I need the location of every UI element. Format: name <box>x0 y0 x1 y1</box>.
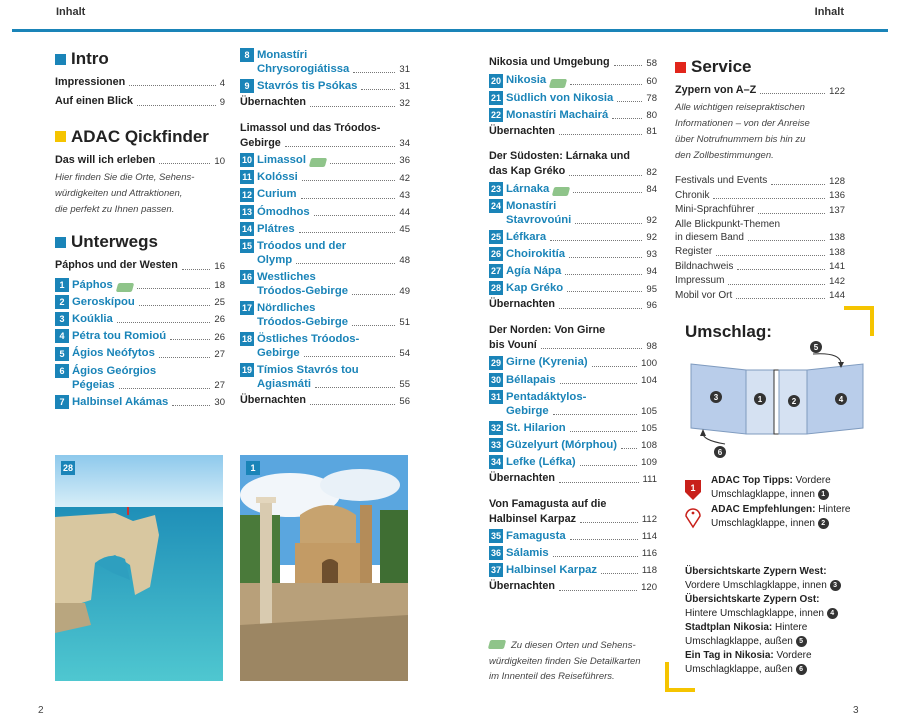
toc-entry[interactable]: Mobil vor Ort 144 <box>675 289 845 302</box>
toc-entry[interactable]: Impressionen 4 <box>55 76 225 89</box>
header-left: Inhalt <box>56 6 86 18</box>
svg-text:1: 1 <box>757 395 763 404</box>
svg-text:3: 3 <box>713 393 719 402</box>
svg-text:1: 1 <box>690 483 696 493</box>
toc-entry[interactable]: Bildnachweis 141 <box>675 260 845 273</box>
toc-region[interactable]: Der Norden: Von Girne bis Vouní 98 <box>489 323 657 352</box>
toc-entry[interactable]: Übernachten 56 <box>240 394 410 407</box>
toc-entry[interactable]: 18 Östliches Tróodos- Gebirge 54 <box>241 333 410 360</box>
toc-entry[interactable]: 12 Curium 43 <box>241 188 410 201</box>
toc-entry[interactable]: Übernachten 120 <box>489 580 657 593</box>
service-list <box>675 175 845 302</box>
toc-entry[interactable]: 35 Famagusta 114 <box>490 530 657 543</box>
top-tipp-marker-icon <box>683 476 703 502</box>
toc-entry[interactable]: 11 Kolóssi 42 <box>240 170 410 184</box>
toc-entry[interactable]: 34 Lefke (Léfka) 109 <box>490 455 657 469</box>
svg-text:5: 5 <box>813 343 819 352</box>
umschlag-title: Umschlag: <box>685 322 772 341</box>
column-2 <box>240 48 410 411</box>
toc-entry[interactable]: Chronik 136 <box>675 189 845 202</box>
toc-entry[interactable]: Übernachten 32 <box>240 96 410 109</box>
toc-entry[interactable]: 14 Plátres 45 <box>241 222 410 235</box>
page-number-left: 2 <box>38 705 44 716</box>
legend-top-tipps: 1 ADAC Top Tipps: Vordere Umschlagklappe, innen 1 <box>683 474 873 502</box>
cover-marker-5 <box>810 341 822 353</box>
cover-marker-2 <box>788 395 800 407</box>
toc-entry[interactable]: 29 Girne (Kyrenia) 100 <box>490 356 657 369</box>
recommendation-pin-icon <box>683 505 703 529</box>
toc-region[interactable]: Limassol und das Tróodos- Gebirge 34 <box>240 121 410 150</box>
maps-legend <box>685 565 875 677</box>
toc-entry[interactable]: 5 Ágios Neófytos 27 <box>55 346 225 360</box>
toc-entry[interactable]: 20 Nikosia 60 <box>490 74 657 87</box>
toc-entry[interactable]: Festivals und Events 128 <box>675 175 845 187</box>
toc-entry[interactable]: 25 Léfkara 92 <box>490 231 657 244</box>
toc-entry[interactable]: 4 Pétra tou Romioú 26 <box>55 329 225 343</box>
toc-region[interactable]: Von Famagusta auf die Halbinsel Karpaz 112 <box>489 497 657 526</box>
toc-entry[interactable]: 22 Monastíri Machairá 80 <box>490 108 657 121</box>
detail-map-icon <box>116 283 134 292</box>
toc-entry[interactable]: Übernachten 81 <box>489 124 657 138</box>
photo-badge: 1 <box>246 461 260 475</box>
map-entry[interactable]: Übersichtskarte Zypern Ost: Hintere Umschlagklappe, innen 4 <box>685 593 875 621</box>
map-entry[interactable]: Ein Tag in Nikosia: Vordere Umschlagklappe, außen 6 <box>685 650 812 675</box>
toc-entry[interactable]: 19 Tímios Stavrós tou Agiasmáti 55 <box>241 364 410 391</box>
map-entry[interactable]: Stadtplan Nikosia: Hintere Umschlagklappe, außen 5 <box>685 622 808 647</box>
photo-coast <box>55 455 223 681</box>
toc-entry[interactable]: 24 Monastíri Stavrovoúni 92 <box>490 199 657 227</box>
column-4 <box>675 56 845 304</box>
intro-heading: Intro <box>55 48 225 70</box>
photo-church <box>240 455 408 681</box>
toc-region[interactable]: Der Südosten: Lárnaka und das Kap Gréko 82 <box>489 150 657 178</box>
toc-entry[interactable]: Übernachten 111 <box>489 472 657 485</box>
cover-diagram <box>683 340 873 460</box>
yellow-square-icon <box>55 131 66 142</box>
svg-text:2: 2 <box>791 397 797 406</box>
detail-map-icon <box>488 640 506 649</box>
blue-square-icon <box>55 237 66 248</box>
cover-marker-3 <box>710 391 722 403</box>
quickfinder-heading: ADAC Qickfinder <box>55 126 225 148</box>
detail-map-icon <box>549 79 567 88</box>
red-square-icon <box>675 62 686 73</box>
toc-entry[interactable]: 13 Ómodhos 44 <box>241 205 410 218</box>
toc-entry[interactable]: 17 Nördliches Tróodos-Gebirge 51 <box>241 301 410 329</box>
toc-entry[interactable]: 36 Sálamis 116 <box>490 547 657 560</box>
toc-entry[interactable]: Impressum 142 <box>675 275 845 287</box>
toc-entry[interactable]: 8 Monastíri Chrysorogiátissa 31 <box>240 48 410 76</box>
blue-square-icon <box>55 54 66 65</box>
toc-entry[interactable]: Das will ich erleben 10 <box>55 153 225 167</box>
toc-entry[interactable]: Übernachten 96 <box>489 298 657 312</box>
toc-entry[interactable]: 27 Agía Nápa 94 <box>490 265 657 278</box>
svg-text:4: 4 <box>838 395 844 404</box>
toc-entry[interactable]: 37 Halbinsel Karpaz 118 <box>490 564 657 577</box>
cover-marker-6 <box>714 446 726 458</box>
cover-marker-4 <box>835 393 847 405</box>
column-3 <box>489 56 657 597</box>
toc-region[interactable]: Páphos und der Westen 16 <box>55 259 225 273</box>
toc-entry[interactable]: 7 Halbinsel Akámas 30 <box>55 395 225 409</box>
toc-entry[interactable]: 26 Choirokitía 93 <box>490 248 657 261</box>
church-illustration <box>240 455 408 681</box>
map-entry[interactable]: Übersichtskarte Zypern West: Vordere Umschlagklappe, innen 3 <box>685 565 875 593</box>
toc-entry[interactable]: 31 Pentadáktylos- Gebirge 105 <box>490 390 657 417</box>
toc-entry[interactable]: Auf einen Blick 9 <box>55 95 225 109</box>
az-desc: Alle wichtigen reisepraktischen Informationen – von der Anreise über Notrufnummern bis hin zu den Zollbestimmungen. <box>675 102 810 161</box>
column-1 <box>55 48 225 412</box>
toc-entry[interactable]: 21 Südlich von Nikosia 78 <box>490 91 657 104</box>
cover-marker-1 <box>754 393 766 405</box>
toc-entry[interactable]: 1 Páphos 18 <box>55 278 225 292</box>
toc-entry[interactable]: 9 Stavrós tis Psókas 31 <box>240 79 410 93</box>
toc-entry[interactable]: in diesem Band 138 <box>675 231 845 244</box>
toc-entry[interactable]: Mini-Sprachführer 137 <box>675 204 845 216</box>
header-rule <box>12 29 888 32</box>
header-right: Inhalt <box>814 6 844 18</box>
toc-entry[interactable]: 15 Tróodos und der Olymp 48 <box>241 239 410 266</box>
toc-entry[interactable]: Zypern von A–Z 122 <box>675 84 845 97</box>
toc-region[interactable]: Nikosia und Umgebung 58 <box>489 56 657 69</box>
coast-illustration <box>55 455 223 681</box>
toc-entry[interactable]: Register 138 <box>675 246 845 258</box>
toc-entry[interactable]: 16 Westliches Tróodos-Gebirge 49 <box>241 270 410 298</box>
toc-entry[interactable]: 10 Limassol 36 <box>241 154 410 167</box>
service-heading: Service <box>675 56 845 78</box>
toc-entry[interactable]: 28 Kap Gréko 95 <box>490 282 657 295</box>
detail-map-note: Zu diesen Orten und Sehens- würdigkeiten finden Sie Detailkarten im Innenteil des Reiseführers. <box>489 640 641 683</box>
toc-entry[interactable]: 30 Béllapais 104 <box>490 373 657 386</box>
detail-map-icon <box>309 158 327 167</box>
quickfinder-desc: Hier finden Sie die Orte, Sehens- würdigkeiten und Attraktionen, die perfekt zu Ihnen passen. <box>55 172 195 215</box>
toc-entry[interactable]: 32 St. Hilarion 105 <box>490 421 657 434</box>
toc-entry[interactable]: 33 Güzelyurt (Mórphou) 108 <box>490 438 657 452</box>
toc-entry[interactable]: 23 Lárnaka 84 <box>490 182 657 196</box>
toc-entry-label: Alle Blickpunkt-Themen <box>675 218 781 230</box>
toc-entry[interactable]: 3 Koúklia 26 <box>55 312 225 326</box>
unterwegs-heading: Unterwegs <box>55 231 225 253</box>
toc-entry[interactable]: 6 Ágios Geórgios Pégeias 27 <box>55 364 225 392</box>
page-number-right: 3 <box>853 705 859 716</box>
svg-text:6: 6 <box>717 448 723 457</box>
toc-entry[interactable]: 2 Geroskípou 25 <box>55 295 225 309</box>
detail-map-icon <box>552 187 570 196</box>
legend-empfehlungen: ADAC Empfehlungen: Hintere Umschlagklappe, innen 2 <box>683 503 873 531</box>
photo-badge: 28 <box>62 463 73 473</box>
corner-bracket <box>844 306 874 336</box>
